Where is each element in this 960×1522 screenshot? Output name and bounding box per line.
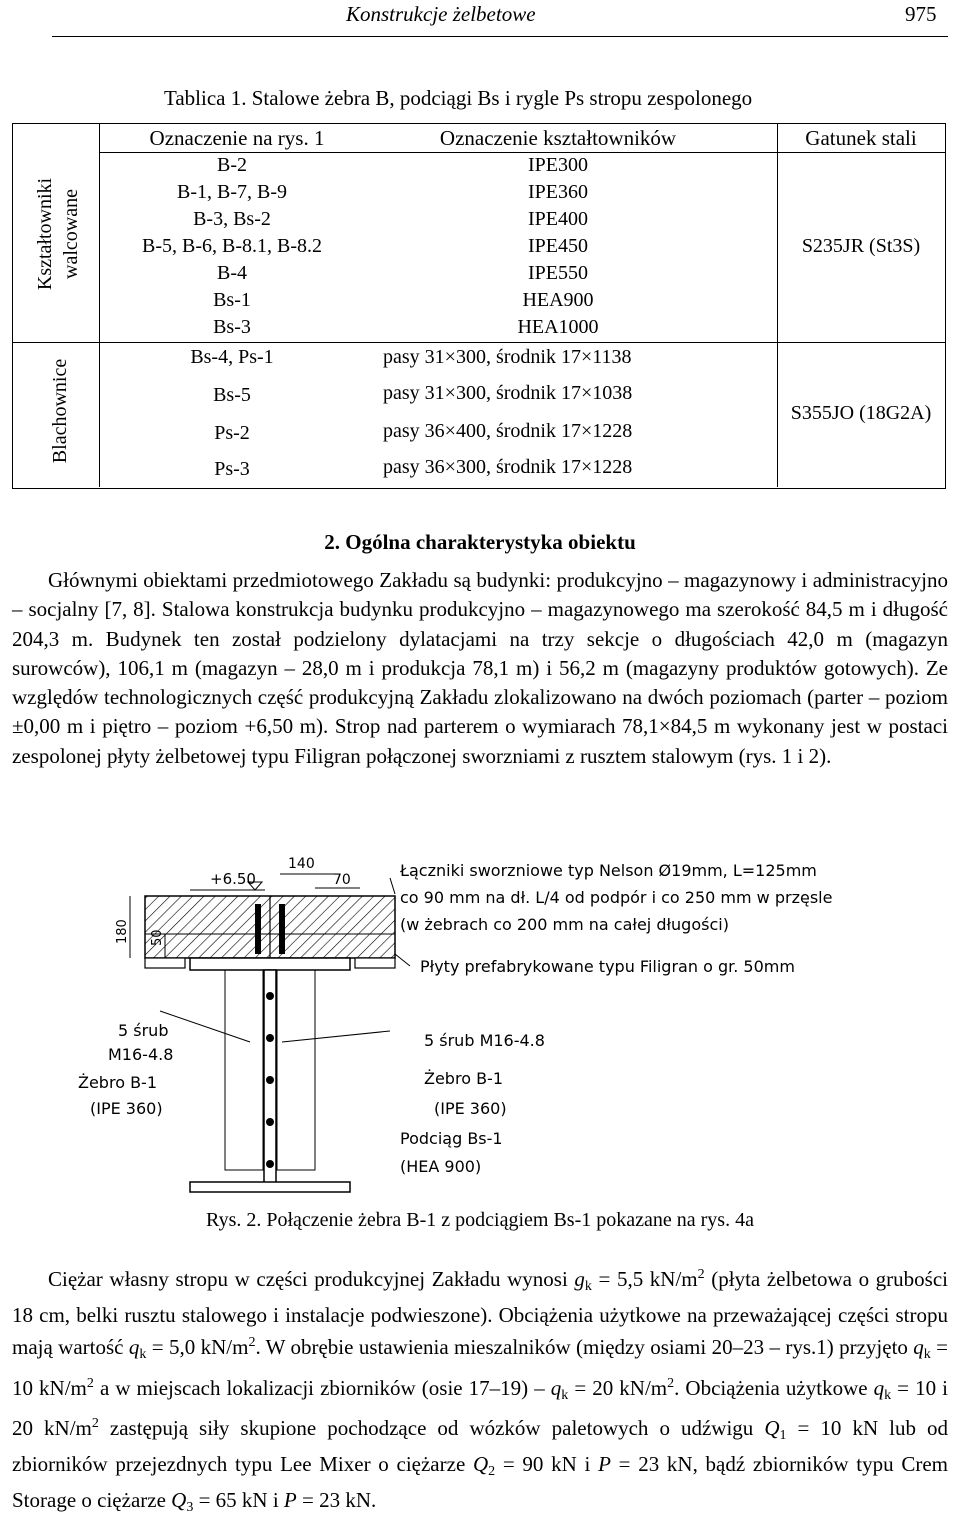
right-label-3: (IPE 360) (434, 1099, 507, 1118)
superscript: 2 (86, 1375, 94, 1391)
table-cell: Bs-3 (213, 316, 251, 338)
table-group-rule (13, 342, 945, 343)
table-cell: HEA1000 (517, 316, 599, 338)
stud-note-line3: (w żebrach co 200 mm na całej długości) (400, 915, 729, 934)
slab-note: Płyty prefabrykowane typu Filigran o gr. 50mm (420, 957, 795, 976)
superscript: 2 (248, 1335, 256, 1351)
level-label: +6.50 (210, 870, 256, 888)
steel-table (12, 123, 946, 489)
text-run: = 10 kN lub od zbiorników przejezdnych typu Lee Mixer o ciężarze (12, 1415, 949, 1477)
table-cell: B-2 (217, 154, 247, 176)
dim-180: 180 (115, 919, 130, 944)
rib-flange-right (355, 958, 395, 968)
figure-connection-drawing (50, 846, 910, 1201)
stud-note-line1: Łączniki sworzniowe typ Nelson Ø19mm, L=125mm (400, 861, 817, 880)
group-label-line1: Kształtowniki (34, 177, 56, 291)
text-run: = 5,0 kN/m (146, 1335, 249, 1360)
subscript: k (561, 1387, 569, 1403)
symbol-g: g (574, 1267, 585, 1291)
table-cell: IPE300 (528, 154, 588, 176)
table-cell: B-3, Bs-2 (193, 208, 271, 230)
text-run: zastępują siły skupione pochodzące od wózków paletowych o udźwigu (98, 1415, 765, 1440)
symbol-q: q (913, 1335, 924, 1360)
header-oznaczenie: Oznaczenie na rys. 1 (149, 126, 325, 150)
table-cell: pasy 31×300, środnik 17×1138 (383, 346, 632, 368)
rib-flange-left (145, 958, 185, 968)
right-label-5: (HEA 900) (400, 1157, 482, 1176)
symbol-q: q (128, 1335, 140, 1360)
dim-50: 50 (150, 929, 165, 946)
text-run: = 5,5 kN/m (591, 1267, 698, 1291)
superscript: 2 (697, 1267, 705, 1282)
table-cell: pasy 31×300, środnik 17×1038 (383, 382, 633, 404)
subscript: 3 (186, 1500, 194, 1516)
girder-bottom-flange (190, 1182, 350, 1192)
table-header-rule (99, 152, 945, 153)
text-run: = 23 kN, bądź zbiorników typu Crem Storage o ciężarze (12, 1452, 948, 1513)
shear-stud (255, 904, 261, 954)
symbol-q: q (550, 1375, 562, 1400)
group-label-walcowane (32, 139, 84, 329)
table-cell: Ps-2 (214, 422, 250, 444)
group-label-blachownice: Blachownice (49, 358, 71, 464)
group-label-line2: walcowane (60, 189, 82, 279)
table-cell: IPE400 (528, 208, 588, 230)
text-run: (płyta żelbetowa o grubości 18 cm, belki rusztu stalowego i instalacje podwieszone). Obciążenia użytkowe na przeważającej części stropu mają wartość (12, 1267, 948, 1360)
text-run: = 20 kN/m (568, 1375, 668, 1400)
symbol-Q: Q (171, 1488, 187, 1513)
figure-caption: Rys. 2. Połączenie żebra B-1 z podciągiem Bs-1 pokazane na rys. 4a (206, 1209, 754, 1231)
running-header-title: Konstrukcje żelbetowe (346, 2, 536, 26)
text-run: = 90 kN i (495, 1452, 599, 1477)
subscript: k (923, 1347, 931, 1363)
left-label-4: (IPE 360) (90, 1099, 163, 1118)
superscript: 2 (91, 1415, 99, 1431)
text-run: = 23 kN. (296, 1488, 377, 1513)
shear-stud (279, 904, 285, 954)
text-run: = 10 i 20 kN/m (12, 1375, 948, 1440)
symbol-P: P (283, 1488, 297, 1513)
paragraph-2 (12, 1261, 948, 1522)
steel-grade-group2: S355JO (18G2A) (790, 402, 932, 424)
section-heading: 2. Ogólna charakterystyka obiektu (324, 530, 636, 554)
left-label-3: Żebro B-1 (78, 1073, 157, 1092)
subscript: 2 (488, 1464, 496, 1480)
subscript: k (584, 1279, 592, 1294)
table-cell: IPE360 (528, 181, 588, 203)
text-run: . W obrębie ustawienia mieszalników (między osiami 20–23 – rys.1) przyjęto (255, 1335, 914, 1360)
table-cell: HEA900 (522, 289, 594, 311)
table-cell: Ps-3 (214, 458, 250, 480)
subscript: 1 (779, 1427, 787, 1443)
symbol-P: P (598, 1452, 611, 1477)
fin-plate-right (277, 970, 315, 1170)
right-label-2: Żebro B-1 (424, 1069, 503, 1088)
header-rule (52, 36, 948, 37)
table-cell: Bs-1 (213, 289, 251, 311)
superscript: 2 (667, 1375, 675, 1391)
table-cell: pasy 36×400, środnik 17×1228 (383, 420, 633, 442)
symbol-Q: Q (472, 1452, 489, 1477)
left-label-1: 5 śrub (118, 1021, 169, 1040)
text-run: Ciężar własny stropu w części produkcyjnej Zakładu wynosi (48, 1267, 575, 1291)
connection-drawing-svg (50, 846, 910, 1196)
header-ksztaltowniki: Oznaczenie kształtowników (439, 126, 677, 150)
text-run: a w miejscach lokalizacji zbiorników (osie 17–19) – (93, 1375, 551, 1400)
table-cell: pasy 36×300, środnik 17×1228 (383, 456, 633, 478)
subscript: k (884, 1387, 892, 1403)
text-run: = 65 kN i (193, 1488, 284, 1513)
table-cell: Bs-4, Ps-1 (190, 346, 274, 368)
left-label-2: M16-4.8 (108, 1045, 174, 1064)
table-caption: Tablica 1. Stalowe żebra B, podciągi Bs i rygle Ps stropu zespolonego (164, 86, 753, 110)
table-vline-2 (777, 124, 778, 487)
table-cell: Bs-5 (213, 384, 251, 406)
right-label-4: Podciąg Bs-1 (400, 1129, 503, 1148)
text-run: = 10 kN/m (12, 1335, 948, 1400)
table-cell: IPE550 (528, 262, 588, 284)
symbol-q: q (873, 1375, 885, 1400)
table-cell: IPE450 (528, 235, 588, 257)
table-cell: B-5, B-6, B-8.1, B-8.2 (142, 235, 322, 257)
stud-note-line2: co 90 mm na dł. L/4 od podpór i co 250 mm w przęsle (400, 888, 833, 907)
fin-plate-left (225, 970, 263, 1170)
steel-grade-group1: S235JR (St3S) (801, 235, 921, 257)
table-cell: B-4 (217, 262, 247, 284)
right-label-1: 5 śrub M16-4.8 (424, 1031, 545, 1050)
header-gatunek: Gatunek stali (805, 126, 917, 150)
dim-140: 140 (288, 856, 315, 872)
table-cell: B-1, B-7, B-9 (177, 181, 287, 203)
dim-70: 70 (333, 872, 351, 888)
page-number: 975 (905, 2, 937, 26)
paragraph-1: Głównymi obiektami przedmiotowego Zakładu są budynki: produkcyjno – magazynowy i administracyjno – socjalny [7, 8]. Stalowa konstrukcja budynku produkcyjno – magazynowego ma szerokość 84,5 m i długość 204,3 m. Budynek ten został podzielony dylatacjami na trzy sekcje o długościach 42,0 m (magazyn surowców), 106,1 m (magazyn – 28,0 m i produkcja 78,1 m) i 56,2 m (magazyny produktów gotowych). Ze względów technologicznych część produkcyjną Zakładu zlokalizowano na dwóch poziomach (parter – poziom ±0,00 m i piętro – poziom +6,50 m). Strop nad parterem o wymiarach 78,1×84,5 m wykonany jest w postaci zespolonej płyty żelbetowej typu Filigran połączonej sworzniami z rusztem stalowym (rys. 1 i 2). (12, 568, 948, 768)
text-run: . Obciążenia użytkowe (674, 1375, 874, 1400)
girder-top-flange (190, 958, 350, 970)
subscript: k (139, 1347, 147, 1363)
symbol-Q: Q (764, 1415, 780, 1440)
